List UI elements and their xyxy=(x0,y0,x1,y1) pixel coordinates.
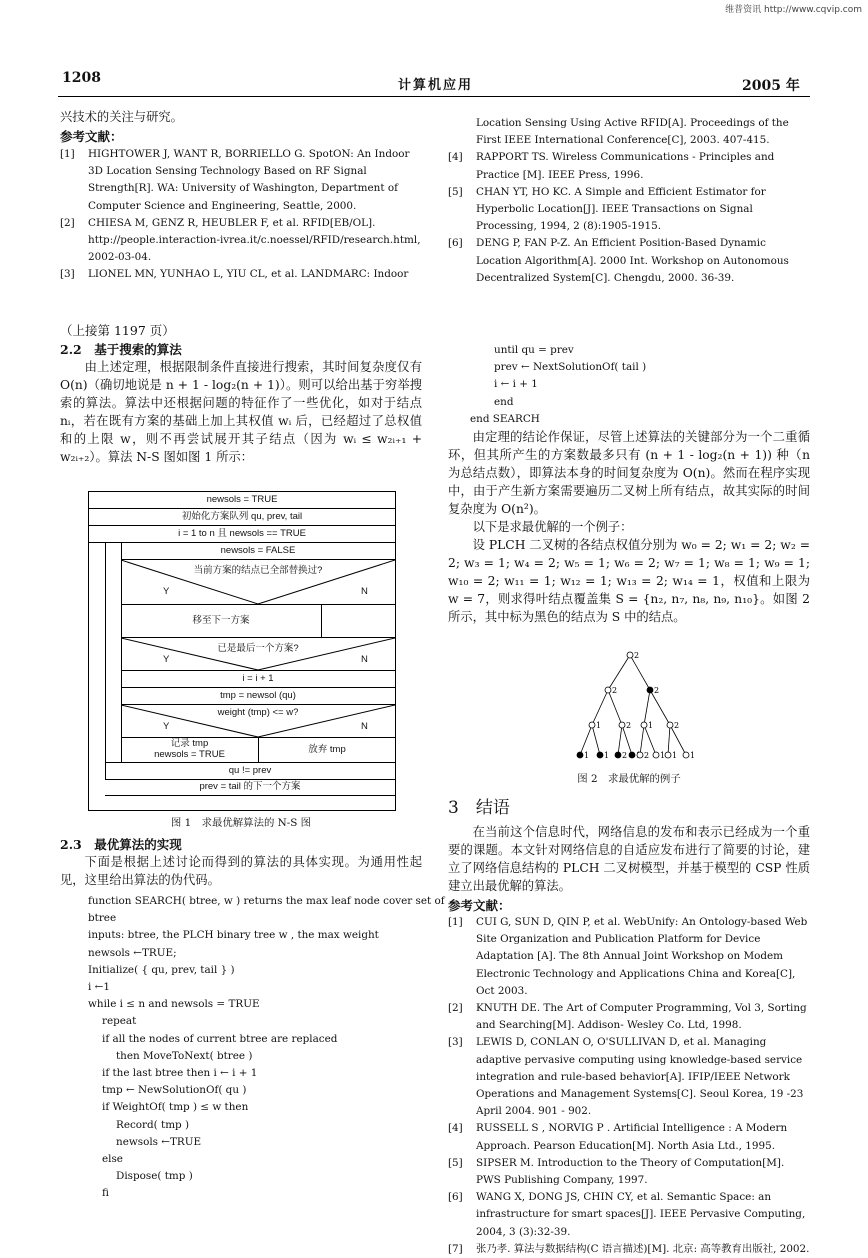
reference-item: [6] WANG X, DONG JS, CHIN CY, et al. Semantic Space: an infrastructure for smart spaces[J]. IEEE Pervasive Computing, 2004, 3 (3):32-39. xyxy=(448,1191,806,1238)
ns-yes: Y xyxy=(163,721,170,732)
tree-node xyxy=(619,722,625,728)
code-line: prev ← NextSolutionOf( tail ) xyxy=(494,361,647,374)
references-heading: 参考文献： xyxy=(448,898,511,913)
continued-note: （上接第 1197 页） xyxy=(60,323,175,338)
tree-node-label: 1 xyxy=(660,751,666,760)
reference-item: [6] DENG P, FAN P-Z. An Efficient Position-Based Dynamic Location Algorithm[A]. 2000 Int. Workshop on Autonomous Decentralized System[C]. Chengdu, 2000. 36-39. xyxy=(448,237,789,284)
reference-item: [1] CUI G, SUN D, QIN P, et al. WebUnify: An Ontology-based Web Site Organization and Publication Platform for Device Adaptation [A]. The 8th Annual Joint Workshop on Modem Electronic Technology and Applications China and Korea[C], Oct 2003. xyxy=(448,916,808,997)
references-heading: 参考文献： xyxy=(60,129,123,144)
ns-no: N xyxy=(361,721,368,732)
tree-node-label: 1 xyxy=(690,751,696,760)
ns-no: N xyxy=(361,586,368,597)
code-line: fi xyxy=(102,1187,109,1200)
reference-item: [1] HIGHTOWER J, WANT R, BORRIELLO G. SpotON: An Indoor 3D Location Sensing Technology Based on RF Signal Strength[R]. WA: University of Washington, Department of Computer Science and Engineering, Seattle, 2000. xyxy=(60,148,410,212)
ns-row: 移至下一方案 xyxy=(121,605,322,638)
ns-row: newsols = TRUE xyxy=(89,492,395,509)
figure-2-caption: 图 2 求最优解的例子 xyxy=(577,773,681,785)
reference-item: Location Sensing Using Active RFID[A]. Proceedings of the First IEEE International Conference[C], 2003. 407-415. xyxy=(476,117,789,147)
section-2-3-title: 2.3 最优算法的实现 xyxy=(60,837,182,852)
tree-node-selected xyxy=(629,752,635,758)
code-line: end SEARCH xyxy=(470,412,540,425)
tree-node-label: 1 xyxy=(604,751,610,760)
reference-item: [3] LIONEL MN, YUNHAO L, YIU CL, et al. LANDMARC: Indoor xyxy=(60,268,409,281)
reference-item: [5] CHAN YT, HO KC. A Simple and Efficient Estimator for Hyperbolic Location[J]. IEEE Transactions on Signal Processing, 1994, 2 (8):1905-1915. xyxy=(448,185,766,233)
ns-loop-condition: qu != prev xyxy=(105,762,395,780)
reference-item: [2] CHIESA M, GENZ R, HEUBLER F, et al. RFID[EB/OL]. http://people.interaction-ivrea.it/c.noessel/RFID/research.html, 2002-03-04. xyxy=(60,216,421,264)
top-left-column xyxy=(60,108,422,284)
code-line: if the last btree then i ← i + 1 xyxy=(102,1067,258,1080)
tree-node-label: 2 xyxy=(612,686,618,695)
section-2-3-text: 下面是根据上述讨论而得到的算法的具体实现。为通用性起见，这里给出算法的伪代码。 xyxy=(60,855,422,887)
ns-yes: Y xyxy=(163,586,170,597)
figure-1-caption: 图 1 求最优解算法的 N-S 图 xyxy=(170,817,312,829)
reference-item: [4] RAPPORT TS. Wireless Communications - Principles and Practice [M]. IEEE Press, 1996. xyxy=(448,151,775,181)
section-2-2-title: 2.2 基于搜索的算法 xyxy=(60,342,182,357)
header-rule xyxy=(58,96,810,97)
tree-node xyxy=(653,752,659,758)
ns-decision xyxy=(121,638,395,671)
watermark: 维普资讯 http://www.cqvip.com xyxy=(725,5,862,15)
tree-node-label: 2 xyxy=(622,751,628,760)
pseudocode xyxy=(88,893,445,1203)
code-line: if all the nodes of current btree are replaced xyxy=(102,1032,338,1045)
ns-statement: 记录 tmp xyxy=(170,738,209,749)
code-line: until qu = prev xyxy=(494,344,574,356)
top-right-references xyxy=(448,115,810,287)
page-number: 1208 xyxy=(62,70,101,86)
ns-condition: weight (tmp) <= w? xyxy=(217,707,299,718)
tree-node xyxy=(627,652,633,658)
left-column xyxy=(60,322,422,466)
tree-node-selected xyxy=(615,752,621,758)
ns-loop-header: i = 1 to n 且 newsols == TRUE xyxy=(89,526,395,543)
tree-node-label: 1 xyxy=(596,721,602,730)
tree-edge xyxy=(630,655,650,690)
code-line: end xyxy=(494,395,514,408)
tree-node xyxy=(637,752,643,758)
code-line: i ←1 xyxy=(88,981,110,994)
right-column xyxy=(448,428,810,626)
reference-item: [2] KNUTH DE. The Art of Computer Programming, Vol 3, Sorting and Searching[M]. Addison- Wesley Co. Ltd, 1998. xyxy=(448,1002,807,1032)
code-line: Record( tmp ) xyxy=(116,1118,190,1131)
ns-yes-branch xyxy=(121,738,259,762)
tree-node xyxy=(605,687,611,693)
reference-list xyxy=(448,914,810,1258)
code-line: Dispose( tmp ) xyxy=(116,1170,193,1183)
year: 2005 年 xyxy=(742,78,800,94)
tree-node xyxy=(665,752,671,758)
conclusion-text: 在当前这个信息时代，网络信息的发布和表示已经成为一个重要的课题。本文针对网络信息的自适应发布进行了简要的讨论，建立了网络信息结构的 PLCH 二叉树模型，并基于模型的 CSP 性质建立出最优解的算法。 xyxy=(448,825,810,893)
tree-node-label: 2 xyxy=(674,721,680,730)
tree-node xyxy=(589,722,595,728)
tree-node-selected xyxy=(597,752,603,758)
tree-node-label: 1 xyxy=(584,751,590,760)
code-line: if WeightOf( tmp ) ≤ w then xyxy=(102,1101,249,1114)
pseudocode-continued xyxy=(470,342,814,428)
ns-row: prev = tail 的下一个方案 xyxy=(105,779,395,796)
code-line: then MoveToNext( btree ) xyxy=(116,1049,253,1062)
paragraph: 由定理的结论作保证，尽管上述算法的关键部分为一个二重循环，但其所产生的方案数最多只有 (n + 1 - log₂(n + 1)) 种（n 为总结点数），即算法本身的时间复杂度为 O(n)。然而在程序实现中，由于产生新方案需要遍历二叉树上所有结点，故其实际的时间复杂度为 O(n²)。 xyxy=(448,430,810,516)
ns-empty-cell xyxy=(321,605,395,638)
reference-item: [7] 张乃孝. 算法与数据结构(C 语言描述)[M]. 北京: 高等教育出版社, 2002. xyxy=(448,1242,810,1255)
ns-condition: 已是最后一个方案? xyxy=(217,643,299,654)
ns-row: i = i + 1 xyxy=(121,671,395,688)
reference-item: [5] SIPSER M. Introduction to the Theory of Computation[M]. PWS Publishing Company, 1997. xyxy=(448,1156,785,1187)
ns-no: N xyxy=(361,654,368,665)
ns-row: newsols = FALSE xyxy=(121,543,395,560)
tree-node xyxy=(641,722,647,728)
ns-row: 初始化方案队列 qu, prev, tail xyxy=(89,509,395,526)
code-line: inputs: btree, the PLCH binary tree w , the max weight xyxy=(88,929,379,942)
binary-tree-figure xyxy=(560,645,720,763)
code-line: tmp ← NewSolutionOf( qu ) xyxy=(102,1084,247,1097)
tree-edge xyxy=(668,725,670,755)
left-column-lower xyxy=(60,836,422,889)
tree-node-label: 1 xyxy=(672,751,678,760)
tree-node-selected xyxy=(577,752,583,758)
ns-yes: Y xyxy=(163,654,170,665)
paragraph: 兴技术的关注与研究。 xyxy=(60,110,183,124)
code-line: function SEARCH( btree, w ) returns the max leaf node cover set of xyxy=(88,895,445,907)
code-line: newsols ←TRUE xyxy=(116,1135,202,1148)
ns-decision xyxy=(121,705,395,738)
reference-item: [4] RUSSELL S , NORVIG P . Artificial Intelligence : A Modern Approach. Pearson Education[M]. North Asia Ltd., 1995. xyxy=(448,1122,788,1152)
tree-node-selected xyxy=(647,687,653,693)
tree-node-label: 2 xyxy=(626,721,632,730)
ns-row: tmp = newsol (qu) xyxy=(121,688,395,705)
ns-no-branch: 放弃 tmp xyxy=(308,744,346,755)
code-line: btree xyxy=(88,912,117,925)
tree-node-label: 2 xyxy=(644,751,650,760)
code-line: newsols ←TRUE; xyxy=(88,946,177,959)
tree-node xyxy=(683,752,689,758)
paragraph: 以下是求最优解的一个例子： xyxy=(472,520,633,534)
reference-item: [3] LEWIS D, CONLAN O, O'SULLIVAN D, et al. Managing adaptive pervasive computing using knowledge-based service integration and rule-based behavior[A]. IFIP/IEEE Network Operations and Management Systems[C]. Seoul Korea, 19 -23 April 2004. 901 - 902. xyxy=(448,1036,804,1118)
ns-condition: 当前方案的结点已全部替换过? xyxy=(193,565,323,576)
code-line: i ← i + 1 xyxy=(494,378,538,391)
tree-edge xyxy=(592,690,608,725)
journal-name: 计算机应用 xyxy=(398,78,474,93)
code-line: Initialize( { qu, prev, tail } ) xyxy=(88,963,235,976)
ns-statement: newsols = TRUE xyxy=(154,749,225,760)
tree-edge xyxy=(644,690,650,725)
ns-loop-bar xyxy=(105,543,106,780)
ns-decision xyxy=(121,560,395,605)
code-line: while i ≤ n and newsols = TRUE xyxy=(88,998,260,1011)
reference-list xyxy=(60,146,422,284)
section-2-2-text: 由上述定理，根据限制条件直接进行搜索，其时间复杂度仅有 O(n)（确切地说是 n + 1 - log₂(n + 1)）。则可以给出基于穷举搜索的算法。算法中还根据问题的特征作了一些优化，如对于结点 nᵢ，若在既有方案的基础上加上其权值 wᵢ 后，已经超过了总权值和的上限 w，则不再尝试展开其子结点（因为 wᵢ ≤ w₂ᵢ₊₁ + w₂ᵢ₊₂）。算法 N-S 图如图 1 所示： xyxy=(60,360,422,464)
right-column-lower xyxy=(448,795,810,1258)
tree-edge xyxy=(650,690,670,725)
tree-node-label: 2 xyxy=(654,686,660,695)
ns-diagram xyxy=(88,491,396,811)
section-3-title: 3 结语 xyxy=(448,798,510,818)
paragraph: 设 PLCH 二叉树的各结点权值分别为 w₀ = 2; w₁ = 2; w₂ = 2; w₃ = 1; w₄ = 2; w₅ = 1; w₆ = 2; w₇ = 1; w₈ = 1; w₉ = 1; w₁₀ = 2; w₁₁ = 1; w₁₂ = 1; w₁₃ = 2; w₁₄ = 1，权值和上限为 w = 7，则求得叶结点覆盖集 S = {n₂, n₇, n₈, n₉, n₁₀}。如图 2 所示，其中标为黑色的结点为 S 中的结点。 xyxy=(448,538,810,624)
tree-edge xyxy=(608,655,630,690)
tree-node-label: 1 xyxy=(648,721,654,730)
code-line: repeat xyxy=(102,1015,137,1028)
tree-node-label: 2 xyxy=(634,651,640,660)
code-line: else xyxy=(102,1153,123,1166)
tree-node xyxy=(667,722,673,728)
tree-edge xyxy=(608,690,622,725)
